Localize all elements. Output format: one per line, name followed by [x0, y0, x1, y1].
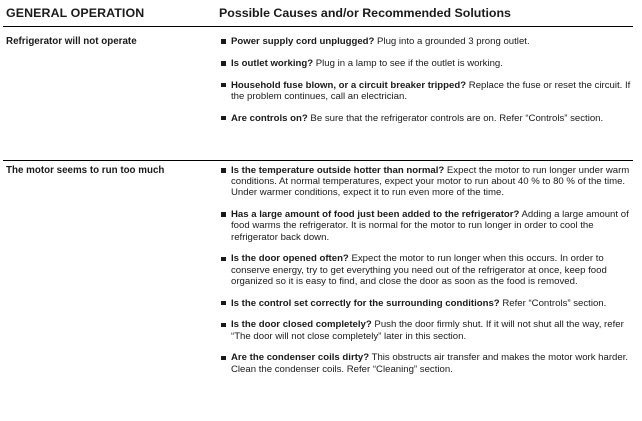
table-header: [3, 6, 633, 27]
problem-label: Refrigerator will not operate: [6, 36, 137, 47]
bullet-icon: [221, 323, 226, 328]
item-question: Is the door opened often?: [231, 253, 349, 265]
item-text: Expect the motor to run longer when this occurs. In order to conserve energy, try to get everything you need out of the refrigerator at once, keep food organized so it is easy to find, and close the door as soon as the food is removed.: [231, 253, 607, 287]
problem-label: The motor seems to run too much: [6, 165, 165, 176]
item-question: Is the control set correctly for the surrounding conditions?: [231, 297, 500, 309]
bullet-icon: [221, 257, 226, 262]
section-motor-runs-too-much: [3, 160, 633, 375]
item-text: Replace the fuse or reset the circuit. If the problem continues, call an electrician.: [231, 79, 631, 102]
list-item: [221, 80, 633, 102]
list-item: [221, 352, 633, 374]
item-question: Has a large amount of food just been added to the refrigerator?: [231, 209, 520, 221]
list-item: [221, 319, 633, 341]
header-possible-causes: Possible Causes and/or Recommended Solutions: [219, 6, 511, 20]
item-question: Is outlet working?: [231, 57, 314, 69]
item-text: Push the door firmly shut. If it will not shut all the way, refer “The door will not close completely” later in this section.: [231, 319, 624, 342]
list-item: [221, 253, 633, 287]
item-text: Be sure that the refrigerator controls are on. Refer “Controls” section.: [307, 112, 604, 124]
item-question: Power supply cord unplugged?: [231, 36, 375, 47]
bullet-icon: [221, 168, 226, 173]
header-general-operation: GENERAL OPERATION: [6, 6, 145, 20]
item-text: Adding a large amount of food warms the refrigerator. It is normal for the motor to run longer in order to cool the refrigerator back down.: [231, 209, 629, 243]
item-question: Are the condenser coils dirty?: [231, 352, 370, 364]
item-text: Expect the motor to run longer under warm conditions. At normal temperatures, expect your motor to run about 40 % to 80 % of the time. Under warmer conditions, expect it to run even more of the time.: [231, 165, 630, 199]
solutions-list: [221, 165, 633, 385]
item-text: Plug in a lamp to see if the outlet is working.: [313, 57, 503, 69]
bullet-icon: [221, 61, 226, 66]
bullet-icon: [221, 116, 226, 121]
list-item: [221, 298, 633, 309]
list-item: [221, 113, 633, 124]
list-item: [221, 58, 633, 69]
solutions-list: [221, 36, 633, 134]
bullet-icon: [221, 212, 226, 217]
bullet-icon: [221, 301, 226, 306]
item-question: Household fuse blown, or a circuit breaker tripped?: [231, 79, 467, 91]
item-text: This obstructs air transfer and makes the motor work harder. Clean the condenser coils. Refer “Cleaning” section.: [231, 352, 629, 375]
item-question: Is the door closed completely?: [231, 319, 372, 331]
item-text: Plug into a grounded 3 prong outlet.: [374, 36, 530, 47]
list-item: [221, 209, 633, 243]
item-question: Are controls on?: [231, 112, 308, 124]
bullet-icon: [221, 83, 226, 88]
item-text: Refer “Controls” section.: [499, 297, 607, 309]
bullet-icon: [221, 356, 226, 361]
list-item: [221, 36, 633, 47]
list-item: [221, 165, 633, 199]
bullet-icon: [221, 39, 226, 44]
item-question: Is the temperature outside hotter than normal?: [231, 165, 445, 176]
